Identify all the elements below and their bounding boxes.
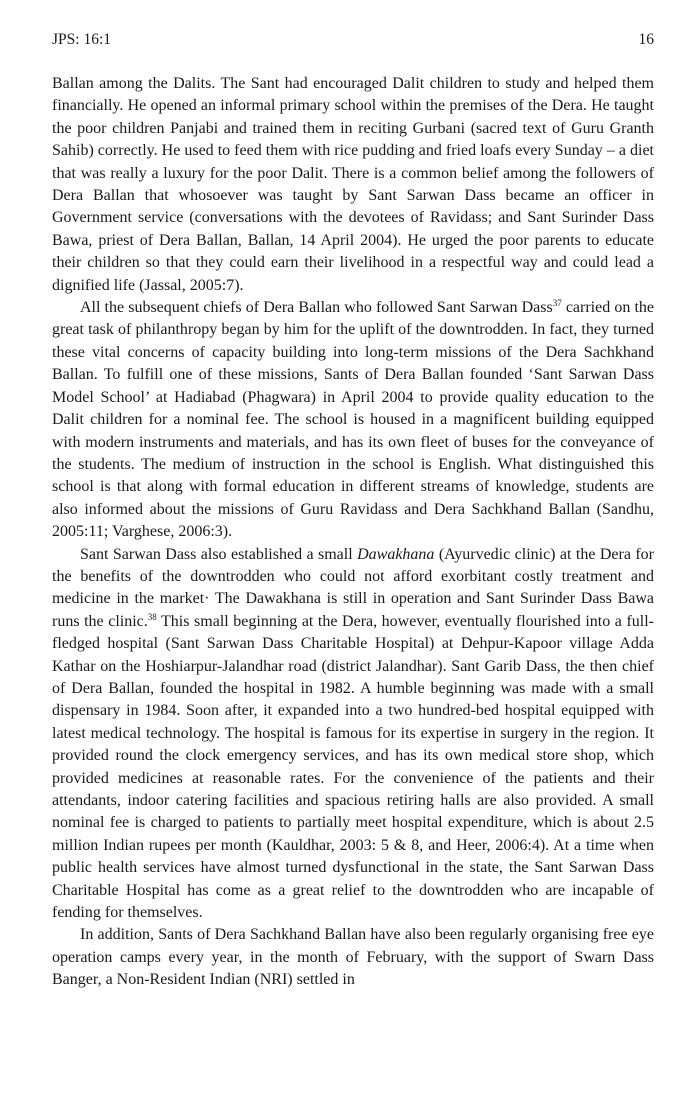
paragraph-2-text-a: All the subsequent chiefs of Dera Ballan who followed Sant Sarwan Dass [80, 299, 553, 317]
paragraph-4-text: In addition, Sants of Dera Sachkhand Ballan have also been regularly organising free eye operation camps every year, in the month of February, with the support of Swarn Dass Banger, a Non-Resident Indian (NRI) settled in [52, 926, 654, 989]
paragraph-2-text-b: carried on the great task of philanthropy began by him for the uplift of the downtrodden. In fact, they turned these vital concerns of capacity building into long-term missions of the Dera Sachkhand Ballan. To fulfill one of these missions, Sants of Dera Ballan founded ‘Sant Sarwan Dass Model School’ at Hadiabad (Phagwara) in April 2004 to provide quality education to the Dalit children for a nominal fee. The school is housed in a magnificent building equipped with modern instruments and materials, and has its own fleet of buses for the conveyance of the students. The medium of instruction in the school is English. What distinguished this school is that along with formal education in different streams of knowledge, students are also informed about the missions of Guru Ravidass and Dera Sachkhand Ballan (Sandhu, 2005:11; Varghese, 2006:3). [52, 299, 654, 541]
paragraph-1-text: Ballan among the Dalits. The Sant had encouraged Dalit children to study and helped them financially. He opened an informal primary school within the premises of the Dera. He taught the poor children Panjabi and trained them in reciting Gurbani (sacred text of Guru Granth Sahib) correctly. He used to feed them with rice pudding and fried loafs every Sunday – a diet that was really a luxury for the poor Dalit. There is a common belief among the followers of Dera Ballan that whosoever was taught by Sant Sarwan Dass became an officer in Government service (conversations with the devotees of Ravidass; and Sant Surinder Dass Bawa, priest of Dera Ballan, Ballan, 14 April 2004). He urged the poor parents to educate their children so that they could earn their livelihood in a respectful way and could lead a dignified life (Jassal, 2005:7). [52, 75, 654, 294]
journal-citation: JPS: 16:1 [52, 31, 112, 48]
paragraph-2 [52, 297, 654, 543]
body-text [52, 73, 654, 992]
paragraph-4 [52, 924, 654, 991]
paragraph-3-italic-term: Dawakhana [357, 545, 435, 563]
footnote-ref-37: 37 [552, 298, 562, 309]
paragraph-3-text-b: (Ayurvedic clinic) at the Dera for the benefits of the downtrodden who could not afford exorbitant costly treatment and medicine in the market· The Dawakhana is still in operation and Sant Surinder Dass Bawa runs the clinic. [52, 545, 655, 630]
page-number: 16 [638, 31, 654, 48]
footnote-ref-38: 38 [147, 611, 157, 622]
paragraph-3-text-c: This small beginning at the Dera, however, eventually flourished into a full-fledged hospital (Sant Sarwan Dass Charitable Hospital) at Dehpur-Kapoor village Adda Kathar on the Hoshiarpur-Jalandhar road (district Jalandhar). Sant Garib Dass, the then chief of Dera Ballan, founded the hospital in 1982. A humble beginning was made with a small dispensary in 1984. Soon after, it expanded into a two hundred-bed hospital equipped with latest medical technology. The hospital is famous for its expertise in surgery in the region. It provided round the clock emergency services, and has its own medical store shop, which provided medicines at reasonable rates. For the convenience of the patients and their attendants, indoor catering facilities and spacious retiring halls are also provided. A small nominal fee is charged to patients to partially meet hospital expenditure, which is about 2.5 million Indian rupees per month (Kauldhar, 2003: 5 & 8, and Heer, 2006:4). At a time when public health services have almost turned dysfunctional in the state, the Sant Sarwan Dass Charitable Hospital has come as a great relief to the downtrodden who are incapable of fending for themselves. [52, 612, 654, 922]
paragraph-1 [52, 73, 654, 297]
running-header [52, 29, 654, 73]
paragraph-3 [52, 544, 654, 925]
paragraph-3-text-a: Sant Sarwan Dass also established a small [80, 545, 358, 563]
